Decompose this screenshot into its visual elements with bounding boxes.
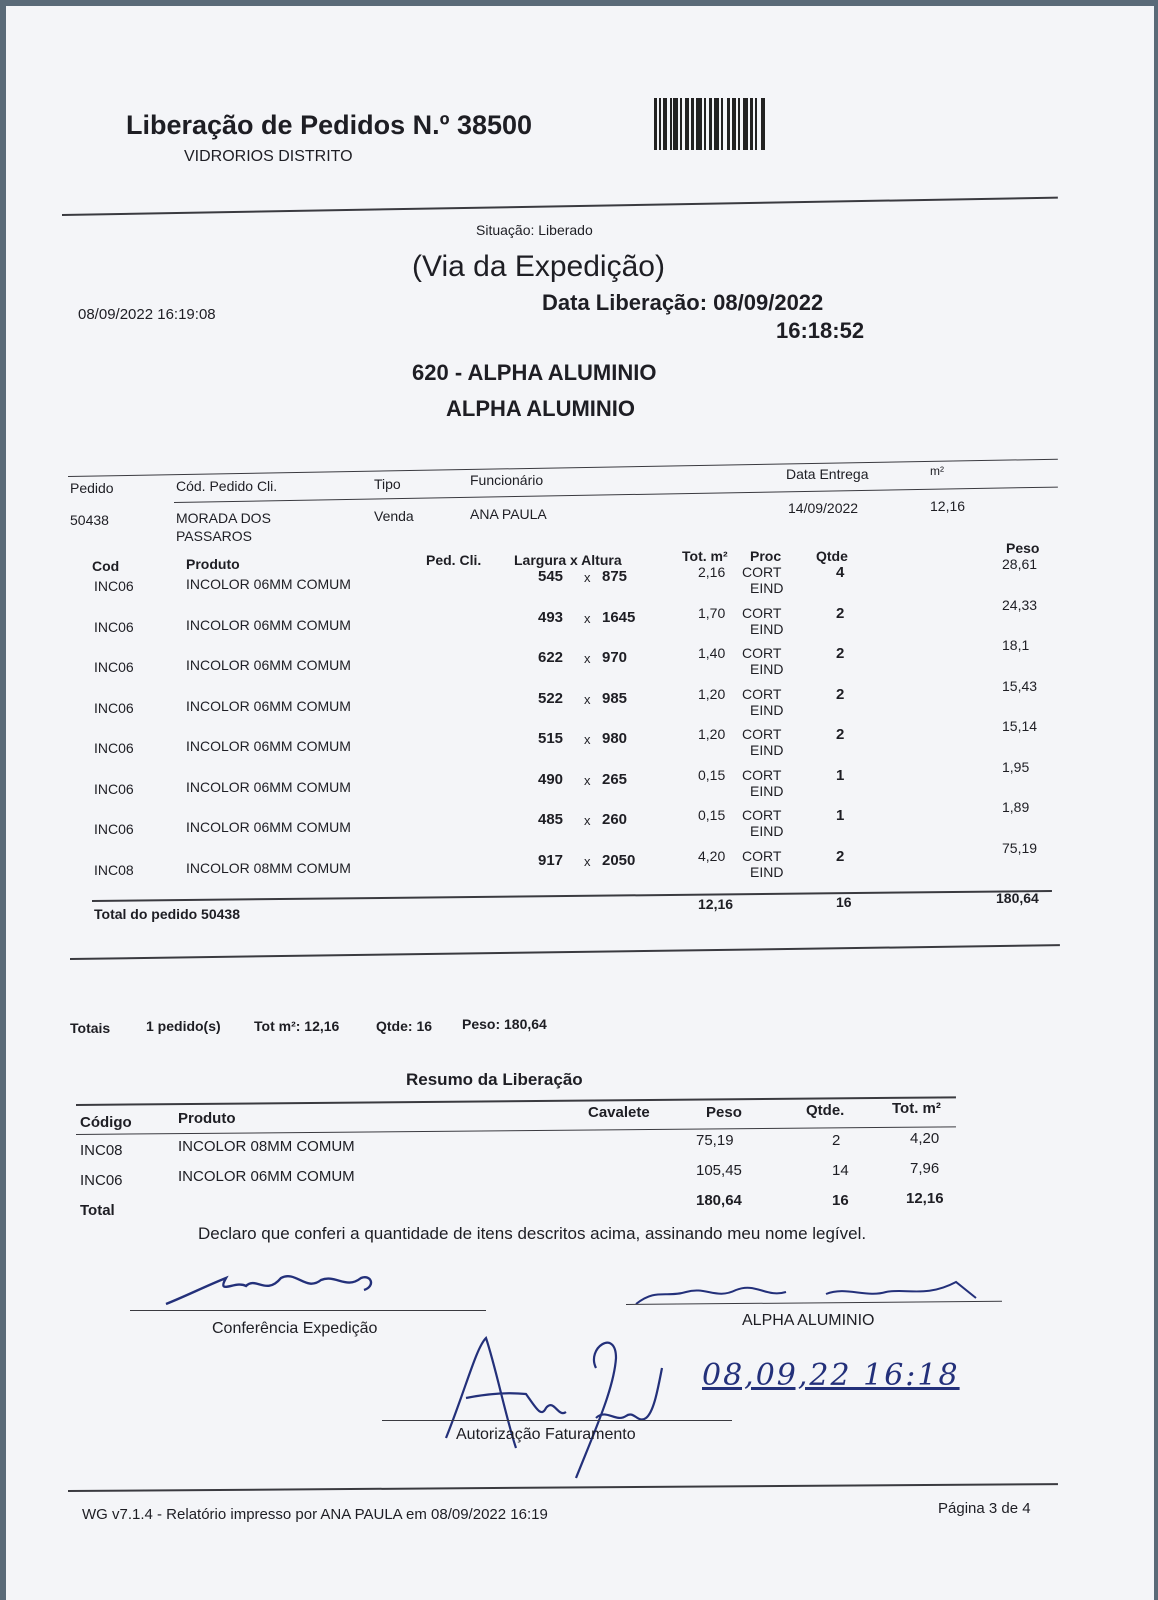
order-m2: 12,16 — [930, 498, 966, 514]
status-text: Situação: Liberado — [476, 222, 593, 238]
totals-qtde: Qtde: 16 — [376, 1018, 433, 1034]
printed-timestamp: 08/09/2022 16:19:08 — [78, 306, 216, 323]
document-title: Liberação de Pedidos N.º 38500 — [126, 110, 533, 140]
item-tot-m2: 4,20 — [698, 848, 726, 864]
divider — [76, 1126, 956, 1135]
conferencia-label: Conferência Expedição — [212, 1320, 378, 1337]
item-cod: INC06 — [94, 619, 134, 635]
item-largura: 515 — [538, 730, 564, 747]
summary-tot-m2: 4,20 — [910, 1130, 940, 1147]
item-largura: 493 — [538, 609, 564, 626]
totals-pedidos: 1 pedido(s) — [146, 1018, 221, 1034]
client-code-name: 620 - ALPHA ALUMINIO — [412, 360, 657, 385]
divider — [174, 487, 1058, 503]
times-sign: x — [584, 854, 591, 869]
col-pedido: Pedido — [70, 480, 114, 496]
summary-peso: 105,45 — [696, 1162, 742, 1179]
signature-line — [382, 1420, 732, 1421]
summary-total-qtde: 16 — [832, 1192, 849, 1209]
order-total-peso: 180,64 — [996, 890, 1039, 906]
document-page — [6, 6, 1154, 1600]
order-total-label: Total do pedido 50438 — [94, 906, 240, 922]
item-produto: INCOLOR 06MM COMUM — [186, 698, 351, 714]
summary-total-peso: 180,64 — [696, 1192, 742, 1209]
item-altura: 2050 — [602, 852, 636, 869]
item-produto: INCOLOR 06MM COMUM — [186, 576, 351, 592]
item-proc: CORT — [742, 807, 782, 823]
client-order-ref-line1: MORADA DOS — [176, 510, 271, 526]
item-proc: CORT — [742, 605, 782, 621]
item-qtde: 4 — [836, 564, 845, 581]
item-tot-m2: 1,40 — [698, 645, 726, 661]
item-proc: EIND — [750, 702, 784, 718]
handwritten-date: 08,09,22 16:18 — [702, 1358, 960, 1393]
item-proc: CORT — [742, 564, 782, 580]
item-altura: 985 — [602, 690, 628, 707]
col-tipo: Tipo — [374, 476, 401, 492]
item-qtde: 2 — [836, 848, 845, 865]
times-sign: x — [584, 813, 591, 828]
item-tot-m2: 1,70 — [698, 605, 726, 621]
release-date: Data Liberação: 08/09/2022 — [542, 290, 824, 315]
times-sign: x — [584, 692, 591, 707]
item-proc: CORT — [742, 645, 782, 661]
summary-codigo: INC08 — [80, 1142, 123, 1159]
order-type: Venda — [374, 508, 414, 524]
item-altura: 1645 — [602, 609, 636, 626]
signature-autorizacao — [426, 1328, 686, 1488]
totals-peso: Peso: 180,64 — [462, 1016, 547, 1032]
item-proc: EIND — [750, 742, 784, 758]
item-produto: INCOLOR 08MM COMUM — [186, 860, 351, 876]
times-sign: x — [584, 651, 591, 666]
client-name: ALPHA ALUMINIO — [446, 396, 636, 421]
items-col-proc: Proc — [750, 548, 782, 564]
item-qtde: 2 — [836, 645, 845, 662]
totals-m2: Tot m²: 12,16 — [254, 1018, 340, 1034]
item-peso: 28,61 — [1002, 556, 1038, 572]
signature-conferencia — [146, 1256, 406, 1316]
item-tot-m2: 1,20 — [698, 686, 726, 702]
item-tot-m2: 0,15 — [698, 807, 726, 823]
item-peso: 15,43 — [1002, 678, 1038, 694]
summary-peso: 75,19 — [696, 1132, 734, 1149]
item-largura: 485 — [538, 811, 564, 828]
item-cod: INC06 — [94, 578, 134, 594]
item-cod: INC06 — [94, 700, 134, 716]
signature-client — [626, 1268, 1006, 1314]
summary-col-produto: Produto — [178, 1110, 236, 1127]
items-col-qtde: Qtde — [816, 548, 848, 564]
item-qtde: 2 — [836, 605, 845, 622]
summary-total-m2: 12,16 — [906, 1190, 944, 1207]
item-produto: INCOLOR 06MM COMUM — [186, 779, 351, 795]
autorizacao-label: Autorização Faturamento — [456, 1426, 636, 1443]
items-col-ped-cli: Ped. Cli. — [426, 552, 482, 568]
client-order-ref-line2: PASSAROS — [176, 528, 252, 544]
col-m2: m² — [930, 464, 944, 478]
items-col-peso: Peso — [1006, 540, 1040, 556]
item-altura: 265 — [602, 771, 628, 788]
item-produto: INCOLOR 06MM COMUM — [186, 819, 351, 835]
item-peso: 1,89 — [1002, 799, 1030, 815]
delivery-date: 14/09/2022 — [788, 500, 859, 516]
item-tot-m2: 0,15 — [698, 767, 726, 783]
summary-col-codigo: Código — [80, 1114, 132, 1131]
item-largura: 917 — [538, 852, 564, 869]
items-col-cod: Cod — [92, 558, 120, 574]
summary-produto: INCOLOR 08MM COMUM — [178, 1138, 355, 1155]
summary-qtde: 14 — [832, 1162, 849, 1179]
item-tot-m2: 1,20 — [698, 726, 726, 742]
times-sign: x — [584, 732, 591, 747]
divider — [92, 890, 1052, 902]
client-signature-label: ALPHA ALUMINIO — [742, 1312, 875, 1329]
summary-col-cavalete: Cavalete — [588, 1104, 650, 1121]
barcode — [654, 98, 826, 150]
item-largura: 545 — [538, 568, 564, 585]
col-cod-pedido-cli: Cód. Pedido Cli. — [176, 478, 278, 494]
signature-line — [130, 1310, 486, 1311]
item-proc: EIND — [750, 783, 784, 799]
items-col-produto: Produto — [186, 556, 240, 572]
item-qtde: 2 — [836, 726, 845, 743]
declaration-text: Declaro que conferi a quantidade de itens descritos acima, assinando meu nome legível. — [198, 1224, 867, 1243]
totals-label: Totais — [70, 1020, 111, 1036]
item-altura: 980 — [602, 730, 628, 747]
order-number: 50438 — [70, 512, 109, 528]
summary-col-peso: Peso — [706, 1104, 742, 1121]
item-qtde: 1 — [836, 767, 845, 784]
item-proc: EIND — [750, 580, 784, 596]
items-col-largura-altura: Largura x Altura — [514, 552, 622, 568]
item-produto: INCOLOR 06MM COMUM — [186, 617, 351, 633]
item-cod: INC06 — [94, 821, 134, 837]
item-cod: INC06 — [94, 740, 134, 756]
item-altura: 260 — [602, 811, 628, 828]
via-title: (Via da Expedição) — [412, 250, 665, 283]
col-data-entrega: Data Entrega — [786, 466, 869, 482]
item-largura: 622 — [538, 649, 564, 666]
item-proc: CORT — [742, 686, 782, 702]
item-proc: CORT — [742, 767, 782, 783]
item-proc: EIND — [750, 661, 784, 677]
item-qtde: 2 — [836, 686, 845, 703]
col-funcionario: Funcionário — [470, 472, 544, 488]
summary-total-label: Total — [80, 1202, 115, 1219]
item-altura: 970 — [602, 649, 628, 666]
item-peso: 24,33 — [1002, 597, 1038, 613]
times-sign: x — [584, 773, 591, 788]
release-time: 16:18:52 — [776, 318, 865, 343]
company-name: VIDRORIOS DISTRITO — [184, 148, 353, 165]
item-altura: 875 — [602, 568, 628, 585]
item-proc: EIND — [750, 621, 784, 637]
item-proc: CORT — [742, 848, 782, 864]
items-col-tot-m2: Tot. m² — [682, 548, 728, 564]
item-produto: INCOLOR 06MM COMUM — [186, 657, 351, 673]
item-proc: EIND — [750, 864, 784, 880]
employee-name: ANA PAULA — [470, 506, 547, 522]
summary-tot-m2: 7,96 — [910, 1160, 940, 1177]
item-peso: 1,95 — [1002, 759, 1030, 775]
summary-codigo: INC06 — [80, 1172, 123, 1189]
divider — [70, 944, 1060, 960]
item-cod: INC06 — [94, 659, 134, 675]
order-total-m2: 12,16 — [698, 896, 734, 912]
divider — [68, 459, 1058, 477]
divider — [62, 197, 1058, 216]
item-cod: INC08 — [94, 862, 134, 878]
summary-produto: INCOLOR 06MM COMUM — [178, 1168, 355, 1185]
item-proc: CORT — [742, 726, 782, 742]
item-peso: 75,19 — [1002, 840, 1038, 856]
page-number: Página 3 de 4 — [938, 1500, 1031, 1517]
item-tot-m2: 2,16 — [698, 564, 726, 580]
item-largura: 522 — [538, 690, 564, 707]
footer-report-info: WG v7.1.4 - Relatório impresso por ANA PAULA em 08/09/2022 16:19 — [82, 1506, 548, 1523]
item-largura: 490 — [538, 771, 564, 788]
summary-title: Resumo da Liberação — [406, 1070, 583, 1089]
summary-col-qtde: Qtde. — [806, 1102, 845, 1119]
times-sign: x — [584, 611, 591, 626]
item-proc: EIND — [750, 823, 784, 839]
item-produto: INCOLOR 06MM COMUM — [186, 738, 351, 754]
item-peso: 15,14 — [1002, 718, 1038, 734]
order-total-qtde: 16 — [836, 894, 852, 910]
times-sign: x — [584, 570, 591, 585]
summary-qtde: 2 — [832, 1132, 841, 1149]
item-peso: 18,1 — [1002, 637, 1030, 653]
summary-col-tot-m2: Tot. m² — [892, 1100, 941, 1117]
item-qtde: 1 — [836, 807, 845, 824]
item-cod: INC06 — [94, 781, 134, 797]
